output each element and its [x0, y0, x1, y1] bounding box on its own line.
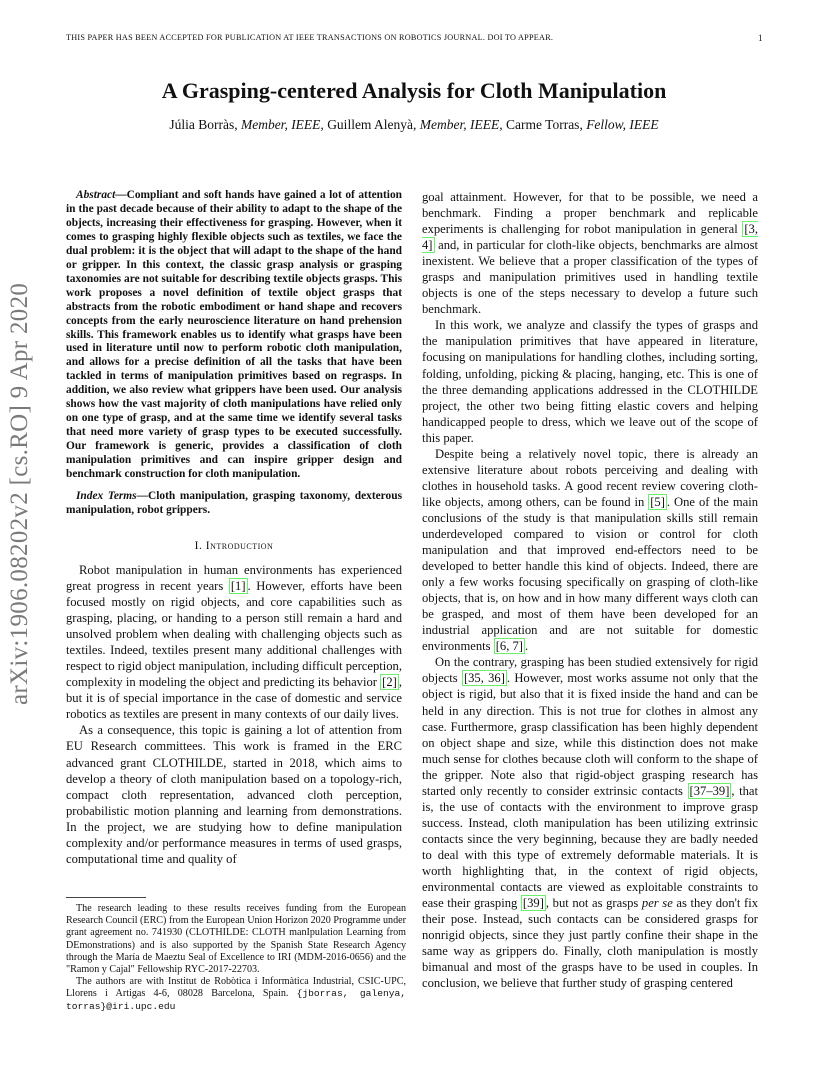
text-run: , that is, the use of contacts with the environment to improve grasp success. Instead, cloth manipulation has been utilizing extrinsic contacts since the very beginning, because they are badly needed to deal with this type of extremely deformable materials. It is worth highlighting that, in the context of rigid objects, environmental contacts are viewed as exploitable constraints to ease their grasping: [422, 783, 758, 911]
paragraph: [66, 562, 402, 722]
text-run: . One of the main conclusions of the study is that manipulation skills still remain underdeveloped compared to vision or control for cloth manipulation and that improved end-effectors need to be developed to better handle this kind of objects. Indeed, there are only a few works focusing specifically on grasping of cloth-like objects, that is, on how and in how many different ways cloth can be grasped, and most of them have been developed for an industrial application and are not suitable for domestic environments: [422, 494, 758, 654]
author-role: Member, IEEE,: [240, 117, 324, 132]
author-emails: {jborras, galenya, torras}@iri.upc.edu: [66, 988, 406, 1012]
footnote: [66, 903, 406, 1013]
paper-title: A Grasping-centered Analysis for Cloth Manipulation: [161, 78, 667, 103]
section-heading: I. Introduction: [194, 539, 274, 552]
index-terms-text: —Cloth manipulation, grasping taxonomy, dexterous manipulation, robot grippers.: [66, 490, 402, 516]
index-terms-lead: Index Terms: [76, 490, 137, 503]
right-column: [422, 189, 758, 991]
abstract-text: —Compliant and soft hands have gained a lot of attention in the past decade because of their ability to adapt to the shape of the objects, increasing their effectiveness for grasping. However, when it comes to grasping highly flexible objects such as textiles, we face the dual problem: it is the object that will adapt to the shape of the hand or gripper. In this context, the classic grasp analysis or grasping taxonomies are not suitable for describing textile objects grasps. This work proposes a novel definition of textile object grasps that abstracts from the robotic embodiment or hand shape and recovers concepts from the early neuroscience literature on hand prehension skills. This framework enables us to identify what grasps have been used in literature until now to perform robotic cloth manipulation, and allows for a precise definition of all the tasks that have been tackled in terms of manipulation primitives based on regrasps. In addition, we also review what grippers have been used. Our analysis shows how the vast majority of cloth manipulations have relied only on one type of grasp, and at the same time we identify several tasks that need more variety of grasp types to be executed successfully. Our framework is generic, provides a classification of cloth manipulation primitives and can inspire gripper design and benchmark construction for cloth manipulation.: [66, 189, 402, 481]
text-run: Despite being a relatively novel topic, there is already an extensive literature about robots perceiving and dealing with clothes in household tasks. A good recent review covering cloth-like objects, among others, can be found in: [422, 446, 758, 509]
footnote-funding: The research leading to these results receives funding from the European Research Council (ERC) from the European Union Horizon 2020 Programme under grant agreement no. 741930 (CLOTHILDE: CLOTH manIpulation Learning from DEmonstrations) and is also supported by the Spanish State Research Agency through the María de Maeztu Seal of Excellence to IRI (MDM-2016-0656) and the "Ramon y Cajal" Fellowship RYC-2017-22703.: [66, 903, 406, 976]
citation-link[interactable]: [5]: [650, 494, 665, 509]
text-run: .: [524, 639, 529, 654]
text-run: On the contrary, grasping has been studied extensively for rigid objects: [422, 655, 758, 686]
footnote-affiliation: [66, 976, 406, 1013]
citation-link[interactable]: [1]: [230, 579, 246, 594]
paragraph: [422, 654, 758, 991]
citation-link[interactable]: [3, 4]: [422, 222, 758, 253]
author-role: Fellow, IEEE: [586, 117, 659, 132]
author-name: Guillem Alenyà,: [327, 117, 417, 132]
text-run: . However, efforts have been focused mostly on rigid objects, and core capabilities such as grasping, placing, or handing to a person still remain a hard and unsolved problem when dealing with challenging objects such as textiles. Indeed, textiles present many additional challenges with respect to rigid object manipulation, including difficult perception, complexity in modeling the object and predicting its behavior: [66, 579, 402, 690]
text-run: goal attainment. However, for that to be possible, we need a benchmark. Finding a proper benchmark and replicable experiments is challenging for robot manipulation in general: [422, 190, 758, 237]
text-run: Robot manipulation in human environments has experienced great progress in recent years: [66, 562, 402, 594]
paragraph: As a consequence, this topic is gaining a lot of attention from EU Research committees. This work is framed in the ERC advanced grant CLOTHILDE, started in 2018, which aims to develop a theory of cloth manipulation based on a topology-rich, compact cloth representation, advanced cloth perception, probabilistic motion planning and learning from demonstrations. In the project, we are studying how to define manipulation complexity and/or performance measures in terms of used grasps, computational time and quality of: [66, 723, 402, 866]
citation-link[interactable]: [2]: [382, 675, 397, 690]
author-name: Júlia Borràs,: [169, 117, 238, 132]
abstract: [66, 189, 402, 482]
footnote-rule: [66, 897, 146, 898]
abstract-lead: Abstract: [76, 189, 116, 201]
emphasis: per se: [641, 896, 673, 911]
citation-link[interactable]: [6, 7]: [495, 639, 523, 654]
paragraph: [422, 189, 758, 317]
author-name: Carme Torras,: [506, 117, 583, 132]
citation-link[interactable]: [37–39]: [689, 783, 730, 798]
citation-link[interactable]: [39]: [522, 896, 544, 911]
citation-link[interactable]: [35, 36]: [463, 671, 505, 686]
text-run: and, in particular for cloth-like objects, benchmarks are almost inexistent. We believe that a proper classification of the types of grasps and manipulation primitives used in handling textile objects is one of the steps necessary to develop a future such benchmark.: [422, 238, 758, 317]
paragraph: [422, 446, 758, 655]
text-run: The authors are with Institut de Robòtica i Informàtica Industrial, CSIC-UPC, Llorens i Artigas 4-6, 08028 Barcelona, Spain.: [66, 976, 406, 1000]
paragraph: In this work, we analyze and classify the types of grasps and the manipulation primitives that have appeared in literature, focusing on manipulations for handling clothes, including sorting, folding, unfolding, picking & placing, hanging, etc. This is one of the three demanding applications addressed in the CLOTHILDE project, the other two being fitting elastic covers and helping handicapped people to dress, which we leave out of the scope of this paper.: [422, 318, 758, 445]
running-head: THIS PAPER HAS BEEN ACCEPTED FOR PUBLICATION AT IEEE TRANSACTIONS ON ROBOTICS JOURNAL. DOI TO APPEAR.: [66, 33, 554, 42]
text-run: as they don't fix their pose. Instead, such contacts can be considered grasps for nonrigid objects, since they just partly confine their shape in the same way as grippers do. Finally, cloth manipulation is mostly bimanual and most of the grasps have to be used in couples. In conclusion, we believe that further study of grasping centered: [422, 896, 758, 991]
page-number: 1: [758, 33, 763, 43]
text-run: , but it is of special importance in the case of domestic and service robotics as textiles are present in many contexts of our daily lives.: [66, 675, 402, 722]
index-terms: [66, 490, 402, 518]
left-column: [66, 189, 402, 867]
arxiv-sidebar-stamp: arXiv:1906.08202v2 [cs.RO] 9 Apr 2020: [6, 282, 33, 705]
text-run: . However, most works assume not only that the object is rigid, but also that it is fixed inside the hand and can be held in any direction. This is not true for clothes in almost any case. Furthermore, grasp classification has been highly dependent on object shape and size, while this distinction does not make much sense for clothes because cloth will conform to the shape of the gripper. Note also that rigid-object grasping research has started only recently to consider extrinsic contacts: [422, 671, 758, 798]
author-role: Member, IEEE,: [419, 117, 503, 132]
author-list: [0, 117, 828, 133]
text-run: , but not as grasps: [545, 896, 642, 911]
